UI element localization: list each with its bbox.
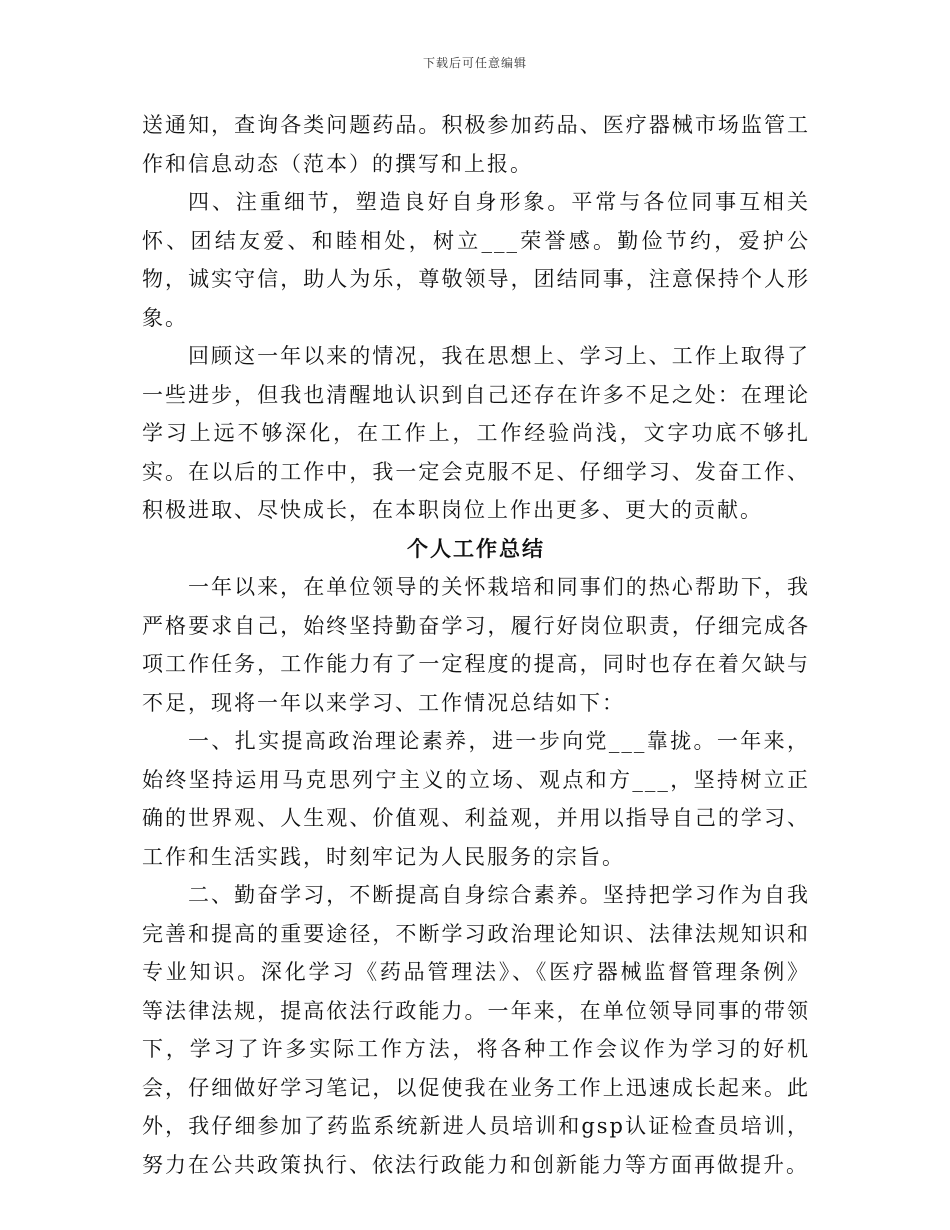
document-body <box>142 106 810 1184</box>
paragraph-intro: 一年以来，在单位领导的关怀栽培和同事们的热心帮助下，我严格要求自己，始终坚持勤奋学习，履行好岗位职责，仔细完成各项工作任务，工作能力有了一定程度的提高，同时也存在着欠缺与不足，现将一年以来学习、工作情况总结如下： <box>142 575 810 715</box>
paragraph-continued: 送通知，查询各类问题药品。积极参加药品、医疗器械市场监管工作和信息动态（范本）的撰写和上报。 <box>142 113 810 176</box>
paragraph-review: 回顾这一年以来的情况，我在思想上、学习上、工作上取得了一些进步，但我也清醒地认识到自己还存在许多不足之处：在理论学习上远不够深化，在工作上，工作经验尚浅，文字功底不够扎实。在以后的工作中，我一定会克服不足、仔细学习、发奋工作、积极进取、尽快成长，在本职岗位上作出更多、更大的贡献。 <box>142 344 810 522</box>
paragraph-section-four: 四、注重细节，塑造良好自身形象。平常与各位同事互相关怀、团结友爱、和睦相处，树立___荣誉感。勤俭节约，爱护公物，诚实守信，助人为乐，尊敬领导，团结同事，注意保持个人形象。 <box>142 190 810 330</box>
page-header: 下载后可任意编辑 <box>422 56 527 70</box>
paragraph-section-two: 二、勤奋学习，不断提高自身综合素养。坚持把学习作为自我完善和提高的重要途径，不断学习政治理论知识、法律法规知识和专业知识。深化学习《药品管理法》、《医疗器械监督管理条例》等法律法规，提高依法行政能力。一年来，在单位领导同事的带领下，学习了许多实际工作方法，将各种工作会议作为学习的好机会，仔细做好学习笔记，以促使我在业务工作上迅速成长起来。此外，我仔细参加了药监系统新进人员培训和gsp认证检查员培训，努力在公共政策执行、依法行政能力和创新能力等方面再做提升。 <box>142 883 810 1177</box>
section-title: 个人工作总结 <box>407 535 545 561</box>
paragraph-section-one: 一、扎实提高政治理论素养，进一步向党___靠拢。一年来，始终坚持运用马克思列宁主义的立场、观点和方___，坚持树立正确的世界观、人生观、价值观、利益观，并用以指导自己的学习、工作和生活实践，时刻牢记为人民服务的宗旨。 <box>142 729 810 869</box>
